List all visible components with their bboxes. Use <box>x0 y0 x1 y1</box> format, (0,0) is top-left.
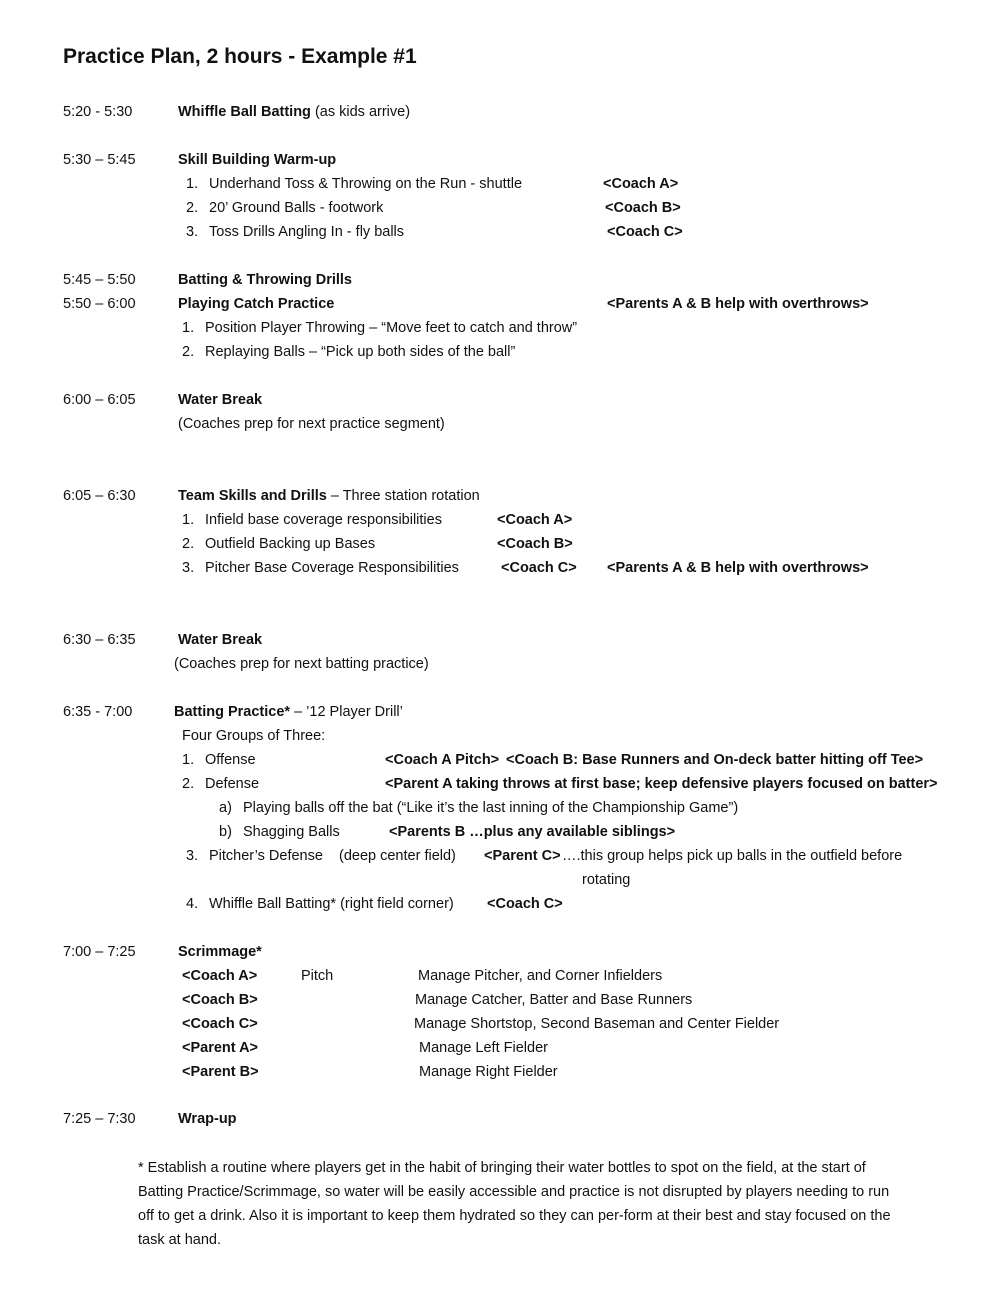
list-item: Infield base coverage responsibilities <box>205 512 442 528</box>
parent-assignment: <Parents A & B help with overthrows> <box>607 560 869 576</box>
list-item: Offense <box>205 752 256 768</box>
section-heading: Batting & Throwing Drills <box>178 272 352 288</box>
list-item: Toss Drills Angling In - fly balls <box>209 224 405 240</box>
section-heading: Water Break <box>178 392 263 408</box>
coach-assignment: <Coach B> <box>497 536 573 552</box>
time-slot: 5:50 – 6:00 <box>63 296 136 312</box>
list-number: 3. <box>182 560 195 576</box>
list-item: Pitcher Base Coverage Responsibilities <box>205 560 459 576</box>
section-heading: Wrap-up <box>178 1111 237 1127</box>
coach-assignment: <Coach C> <box>487 896 563 912</box>
section-heading: Team Skills and Drills <box>178 488 327 504</box>
list-item: Underhand Toss & Throwing on the Run - shuttle <box>209 176 523 192</box>
list-number: 1. <box>182 320 195 336</box>
section-heading: Skill Building Warm-up <box>178 152 337 168</box>
sub-letter: a) <box>219 800 232 816</box>
list-item: Replaying Balls – “Pick up both sides of the ball” <box>205 344 516 360</box>
list-number: 2. <box>182 776 195 792</box>
time-slot: 5:45 – 5:50 <box>63 272 136 288</box>
footnote: * Establish a routine where players get in the habit of bringing their water bottles to spot on the field, at the start of Batting Practice/Scrimmage, so water will be easily accessible and practice is not disrupted by players needing to run off to get a drink. Also it is important to keep them hydrated so they can per-form at their best and stay focused on the task at hand. <box>138 1160 891 1248</box>
scrimmage-role-task: Manage Right Fielder <box>419 1064 558 1080</box>
group-note: ….this group helps pick up balls in the outfield before <box>562 848 903 864</box>
coach-assignment: <Coach B> <box>605 200 681 216</box>
coach-assignment: <Coach A> <box>603 176 679 192</box>
list-number: 1. <box>182 752 195 768</box>
time-slot: 6:05 – 6:30 <box>63 488 136 504</box>
location-note: (deep center field) <box>339 848 456 864</box>
sub-item: Shagging Balls <box>243 824 340 840</box>
sub-letter: b) <box>219 824 232 840</box>
scrimmage-role-who: <Coach B> <box>182 992 258 1008</box>
section-line <box>178 487 480 505</box>
coach-assignment: <Coach A Pitch> <box>385 752 500 768</box>
sub-item: Playing balls off the bat (“Like it’s the last inning of the Championship Game”) <box>243 800 739 816</box>
scrimmage-role-who: <Coach C> <box>182 1016 258 1032</box>
list-item: Defense <box>205 776 260 792</box>
time-slot: 7:00 – 7:25 <box>63 944 136 960</box>
parent-assignment: <Parent A taking throws at first base; keep defensive players focused on batter> <box>385 776 938 792</box>
list-number: 3. <box>186 224 199 240</box>
section-subtitle: – Three station rotation <box>330 488 480 504</box>
time-slot: 5:20 - 5:30 <box>63 104 133 120</box>
coach-assignment: <Coach B: Base Runners and On-deck batter hitting off Tee> <box>506 752 924 768</box>
time-slot: 7:25 – 7:30 <box>63 1111 136 1127</box>
section-note: (Coaches prep for next batting practice) <box>174 656 429 672</box>
section-line <box>174 703 403 721</box>
scrimmage-role-who: <Parent A> <box>182 1040 259 1056</box>
time-slot: 5:30 – 5:45 <box>63 152 136 168</box>
section-heading: Playing Catch Practice <box>178 296 335 312</box>
section-heading: Batting Practice* <box>174 704 291 720</box>
scrimmage-role-task: Manage Catcher, Batter and Base Runners <box>415 992 693 1008</box>
section-note: (Coaches prep for next practice segment) <box>178 416 445 432</box>
list-number: 1. <box>186 176 199 192</box>
section-line <box>178 103 410 121</box>
parent-assignment: <Parents B …plus any available siblings> <box>389 824 676 840</box>
group-intro: Four Groups of Three: <box>182 728 326 744</box>
list-number: 4. <box>186 896 199 912</box>
coach-assignment: <Coach C> <box>501 560 577 576</box>
time-slot: 6:35 - 7:00 <box>63 704 133 720</box>
section-heading: Water Break <box>178 632 263 648</box>
scrimmage-role-task: Manage Pitcher, and Corner Infielders <box>418 968 663 984</box>
parent-assignment: <Parent C> <box>484 848 561 864</box>
list-item: Pitcher’s Defense <box>209 848 323 864</box>
page-title: Practice Plan, 2 hours - Example #1 <box>63 45 417 68</box>
group-note-continued: rotating <box>582 872 631 888</box>
list-number: 1. <box>182 512 195 528</box>
coach-assignment: <Coach C> <box>607 224 683 240</box>
list-number: 2. <box>182 536 195 552</box>
list-item: Whiffle Ball Batting* (right field corner) <box>209 896 454 912</box>
coach-assignment: <Coach A> <box>497 512 573 528</box>
list-item: 20’ Ground Balls - footwork <box>209 200 384 216</box>
time-slot: 6:00 – 6:05 <box>63 392 136 408</box>
list-number: 2. <box>186 200 199 216</box>
section-heading: Whiffle Ball Batting <box>178 104 311 120</box>
scrimmage-role-who: <Parent B> <box>182 1064 259 1080</box>
scrimmage-role-position: Pitch <box>301 968 334 984</box>
section-heading: Scrimmage* <box>178 944 262 960</box>
scrimmage-role-who: <Coach A> <box>182 968 258 984</box>
scrimmage-role-task: Manage Shortstop, Second Baseman and Center Fielder <box>414 1016 780 1032</box>
parent-assignment: <Parents A & B help with overthrows> <box>607 296 869 312</box>
list-item: Position Player Throwing – “Move feet to catch and throw” <box>205 320 578 336</box>
time-slot: 6:30 – 6:35 <box>63 632 136 648</box>
scrimmage-role-task: Manage Left Fielder <box>419 1040 548 1056</box>
section-subtitle: – ’12 Player Drill’ <box>294 704 403 720</box>
list-item: Outfield Backing up Bases <box>205 536 376 552</box>
section-note: (as kids arrive) <box>314 104 411 120</box>
list-number: 2. <box>182 344 195 360</box>
list-number: 3. <box>186 848 199 864</box>
